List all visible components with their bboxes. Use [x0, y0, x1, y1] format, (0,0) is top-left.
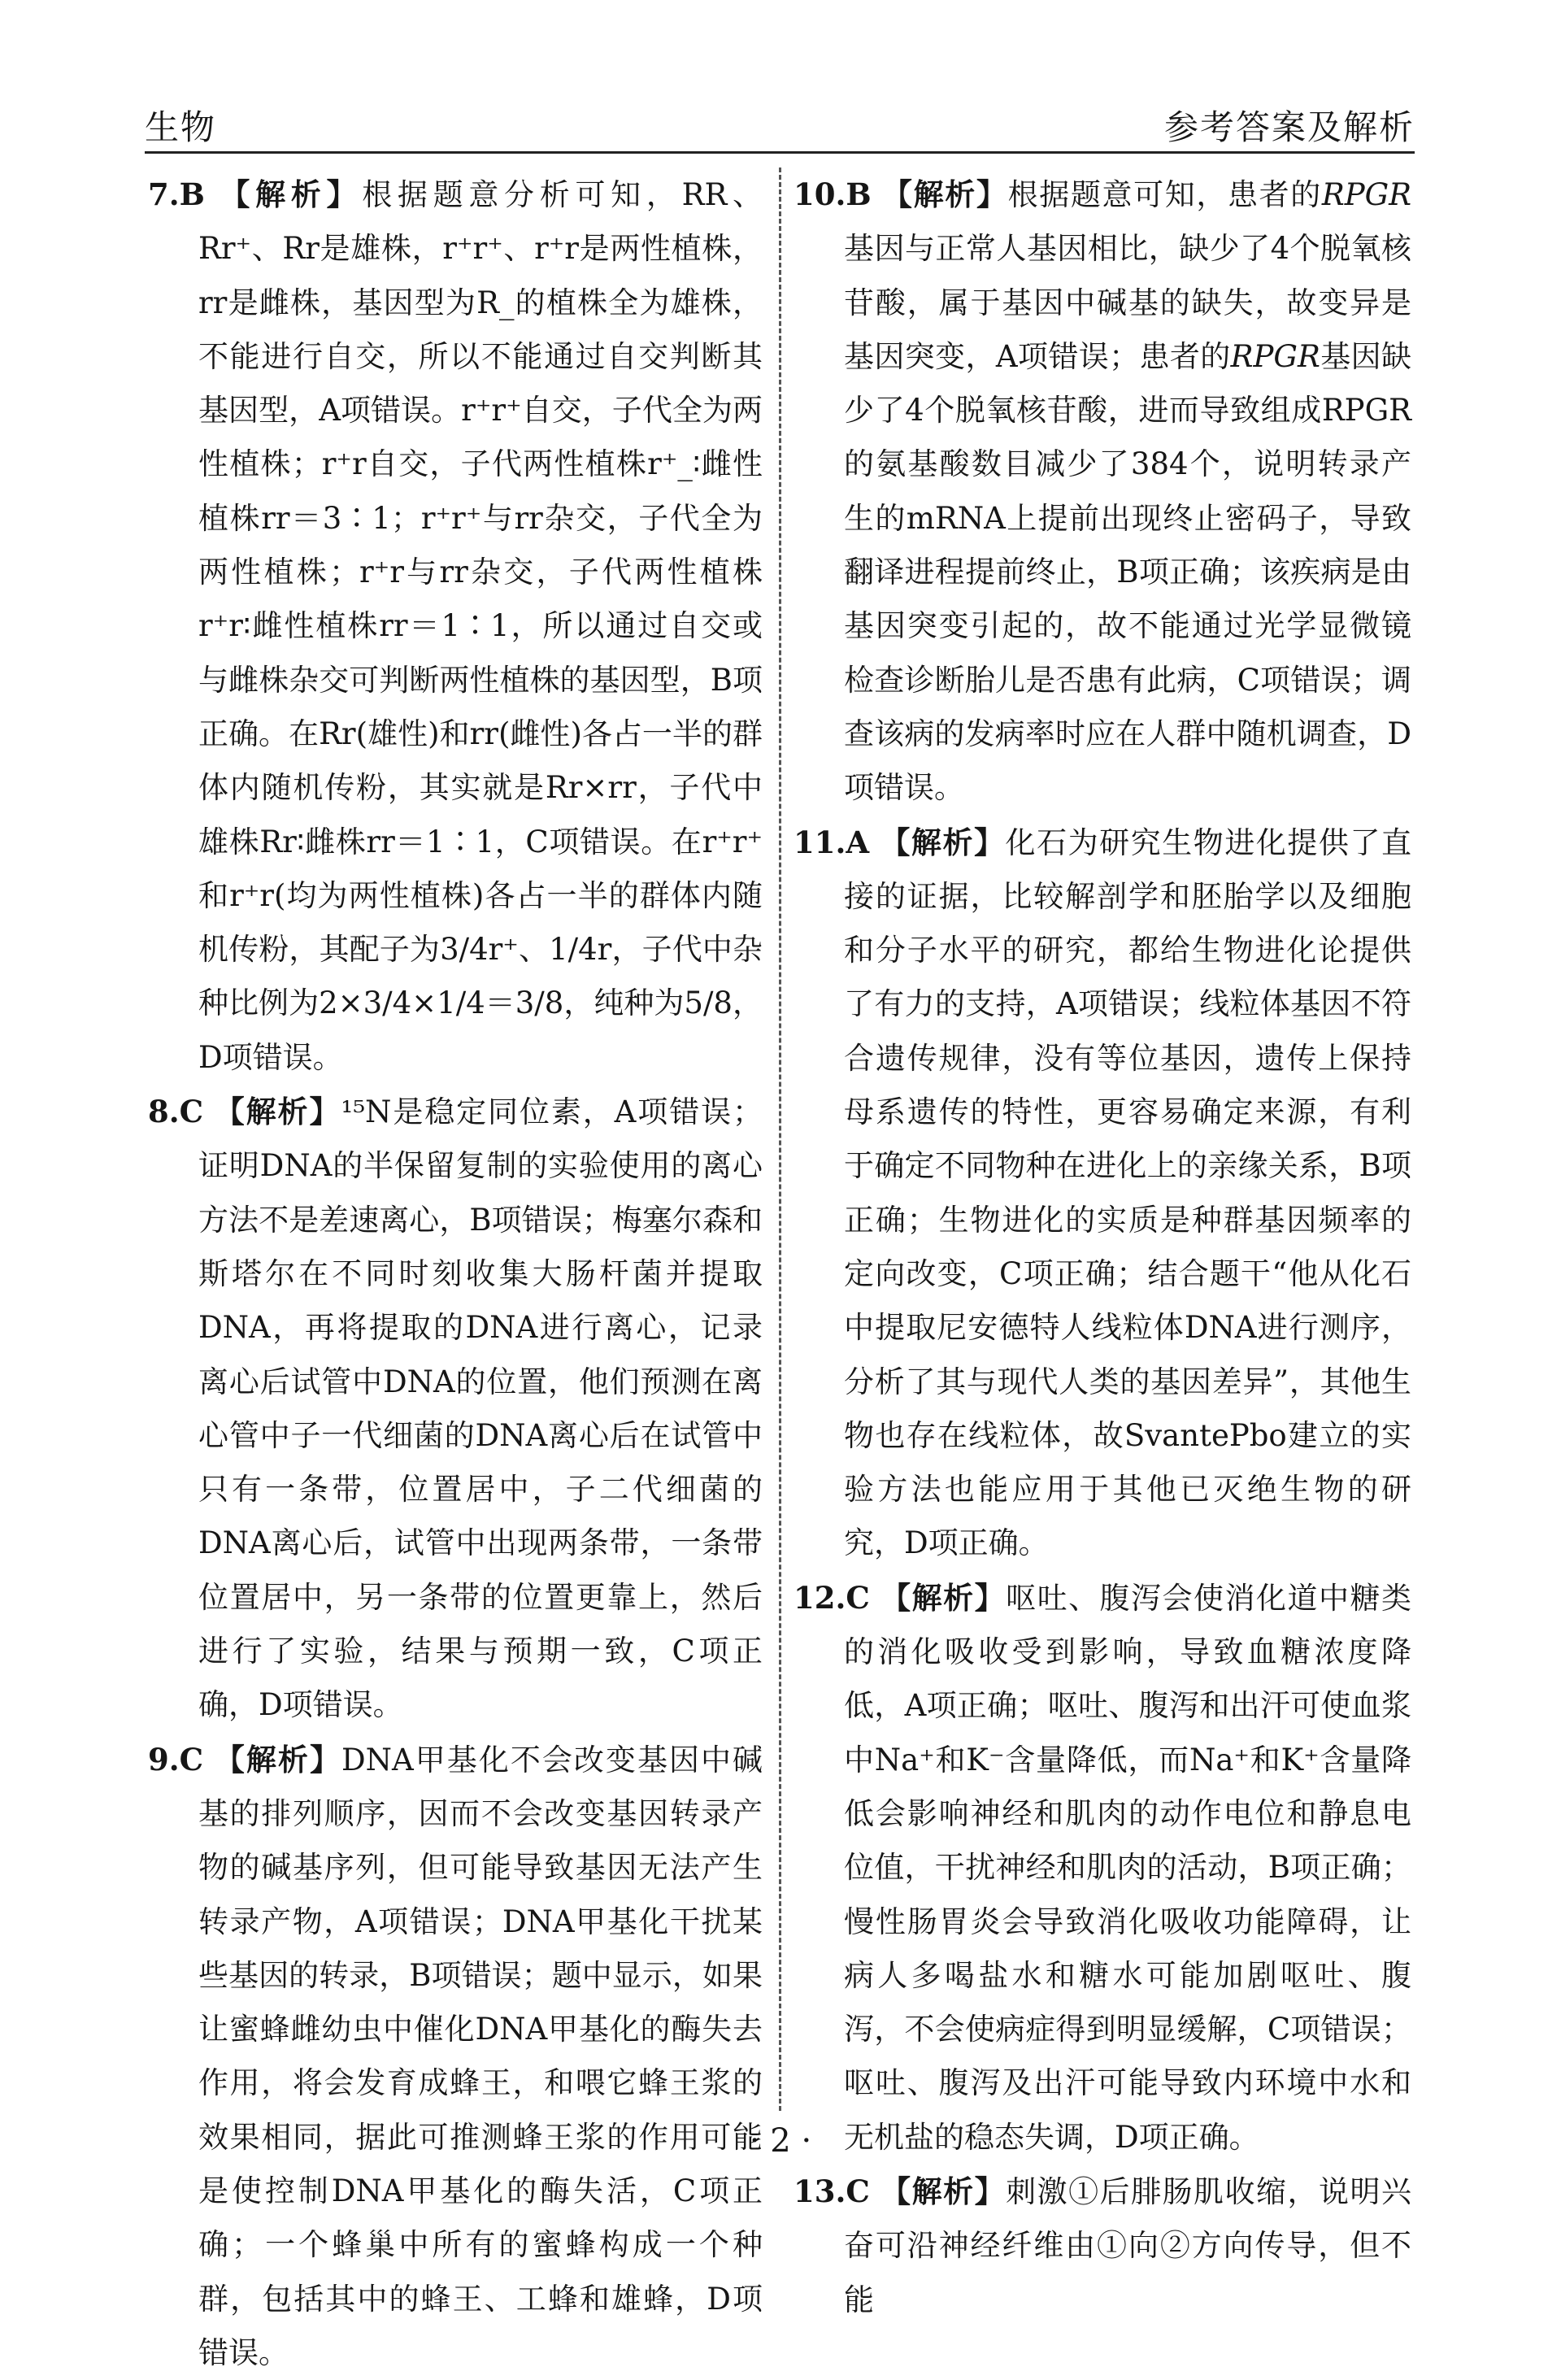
answer-8-tag: 【解析】	[214, 1094, 341, 1130]
page-number: · 2 ·	[749, 2122, 812, 2160]
answer-13-tag: 【解析】	[881, 2173, 1007, 2209]
answer-7-number: 7.B	[148, 176, 205, 212]
answer-10	[794, 168, 1411, 816]
answer-12	[794, 1571, 1411, 2165]
right-column	[794, 168, 1411, 2327]
answer-9-text: DNA甲基化不会改变基因中碱基的排列顺序，因而不会改变基因转录产物的碱基序列，但可能导致基因无法产生转录产物，A项错误；DNA甲基化干扰某些基因的转录，B项错误；题中显示，如果让蜜蜂雌幼虫中催化DNA甲基化的酶失去作用，将会发育成蜂王，和喂它蜂王浆的效果相同，据此可推测蜂王浆的作用可能是使控制DNA甲基化的酶失活，C项正确；一个蜂巢中所有的蜜蜂构成一个种群，包括其中的蜂王、工蜂和雄蜂，D项错误。	[198, 1742, 763, 2370]
answer-10-tag: 【解析】	[882, 176, 1008, 212]
header-rule	[145, 151, 1415, 154]
answer-12-tag: 【解析】	[881, 1579, 1007, 1616]
header-subject: 生物	[145, 107, 217, 147]
answer-10-number: 10.B	[794, 176, 872, 212]
column-divider	[779, 168, 781, 2111]
answer-7	[148, 168, 763, 1085]
answer-8-number: 8.C	[148, 1094, 204, 1130]
answer-7-text: 根据题意分析可知，RR、Rr⁺、Rr是雄株，r⁺r⁺、r⁺r是两性植株，rr是雌株，基因型为R_的植株全为雄株，不能进行自交，所以不能通过自交判断其基因型，A项错误。r⁺r⁺自交，子代全为两性植株；r⁺r自交，子代两性植株r⁺_∶雌性植株rr＝3∶1；r⁺r⁺与rr杂交，子代全为两性植株；r⁺r与rr杂交，子代两性植株r⁺r∶雌性植株rr＝1∶1，所以通过自交或与雌株杂交可判断两性植株的基因型，B项正确。在Rr(雄性)和rr(雌性)各占一半的群体内随机传粉，其实就是Rr×rr，子代中雄株Rr∶雌株rr＝1∶1，C项错误。在r⁺r⁺和r⁺r(均为两性植株)各占一半的群体内随机传粉，其配子为3/4r⁺、1/4r，子代中杂种比例为2×3/4×1/4＝3/8，纯种为5/8，D项错误。	[198, 177, 763, 1075]
answer-9-tag: 【解析】	[214, 1741, 341, 1777]
answer-7-tag: 【解析】	[220, 176, 363, 212]
left-column	[148, 168, 763, 2380]
answer-8-text: ¹⁵N是稳定同位素，A项错误；证明DNA的半保留复制的实验使用的离心方法不是差速离心，B项错误；梅塞尔森和斯塔尔在不同时刻收集大肠杆菌并提取DNA，再将提取的DNA进行离心，记录离心后试管中DNA的位置，他们预测在离心管中子一代细菌的DNA离心后在试管中只有一条带，位置居中，子二代细菌的DNA离心后，试管中出现两条带，一条带位置居中，另一条带的位置更靠上，然后进行了实验，结果与预期一致，C项正确，D项错误。	[198, 1094, 763, 1723]
answer-10-text-1: 根据题意可知，患者的	[1007, 177, 1322, 212]
answer-11-text: 化石为研究生物进化提供了直接的证据，比较解剖学和胚胎学以及细胞和分子水平的研究，都给生物进化论提供了有力的支持，A项错误；线粒体基因不符合遗传规律，没有等位基因，遗传上保持母系遗传的特性，更容易确定来源，有利于确定不同物种在进化上的亲缘关系，B项正确；生物进化的实质是种群基因频率的定向改变，C项正确；结合题干“他从化石中提取尼安德特人线粒体DNA进行测序，分析了其与现代人类的基因差异”，其他生物也存在线粒体，故SvantePbo建立的实验方法也能应用于其他已灭绝生物的研究，D项正确。	[844, 825, 1412, 1561]
answer-9-number: 9.C	[148, 1741, 204, 1777]
header-section-title: 参考答案及解析	[1163, 107, 1415, 147]
answer-10-text-3: 基因缺少了4个脱氧核苷酸，进而导致组成RPGR的氨基酸数目减少了384个，说明转录产生的mRNA上提前出现终止密码子，导致翻译进程提前终止，B项正确；该疾病是由基因突变引起的，故不能通过光学显微镜检查诊断胎儿是否患有此病，C项错误；调查该病的发病率时应在人群中随机调查，D项错误。	[844, 338, 1411, 806]
answer-10-text-2: 基因与正常人基因相比，缺少了4个脱氧核苷酸，属于基因中碱基的缺失，故变异是基因突变，A项错误；患者的	[844, 231, 1411, 374]
answer-11	[794, 816, 1411, 1571]
answer-12-text: 呕吐、腹泻会使消化道中糖类的消化吸收受到影响，导致血糖浓度降低，A项正确；呕吐、腹泻和出汗可使血浆中Na⁺和K⁻含量降低，而Na⁺和K⁺含量降低会影响神经和肌肉的动作电位和静息电位值，干扰神经和肌肉的活动，B项正确；慢性肠胃炎会导致消化吸收功能障碍，让病人多喝盐水和糖水可能加剧呕吐、腹泻，不会使病症得到明显缓解，C项错误；呕吐、腹泻及出汗可能导致内环境中水和无机盐的稳态失调，D项正确。	[844, 1580, 1412, 2155]
gene-name-rpgr: RPGR	[1321, 177, 1412, 212]
answer-13	[794, 2165, 1411, 2327]
answer-8	[148, 1085, 763, 1733]
answer-13-number: 13.C	[794, 2173, 870, 2209]
answer-11-number: 11.A	[794, 824, 870, 860]
answer-11-tag: 【解析】	[880, 824, 1006, 860]
answer-12-number: 12.C	[794, 1579, 870, 1616]
answer-9	[148, 1733, 763, 2380]
answer-13-text: 刺激①后腓肠肌收缩，说明兴奋可沿神经纤维由①向②方向传导，但不能	[844, 2173, 1412, 2317]
gene-name-rpgr-2: RPGR	[1230, 338, 1320, 374]
